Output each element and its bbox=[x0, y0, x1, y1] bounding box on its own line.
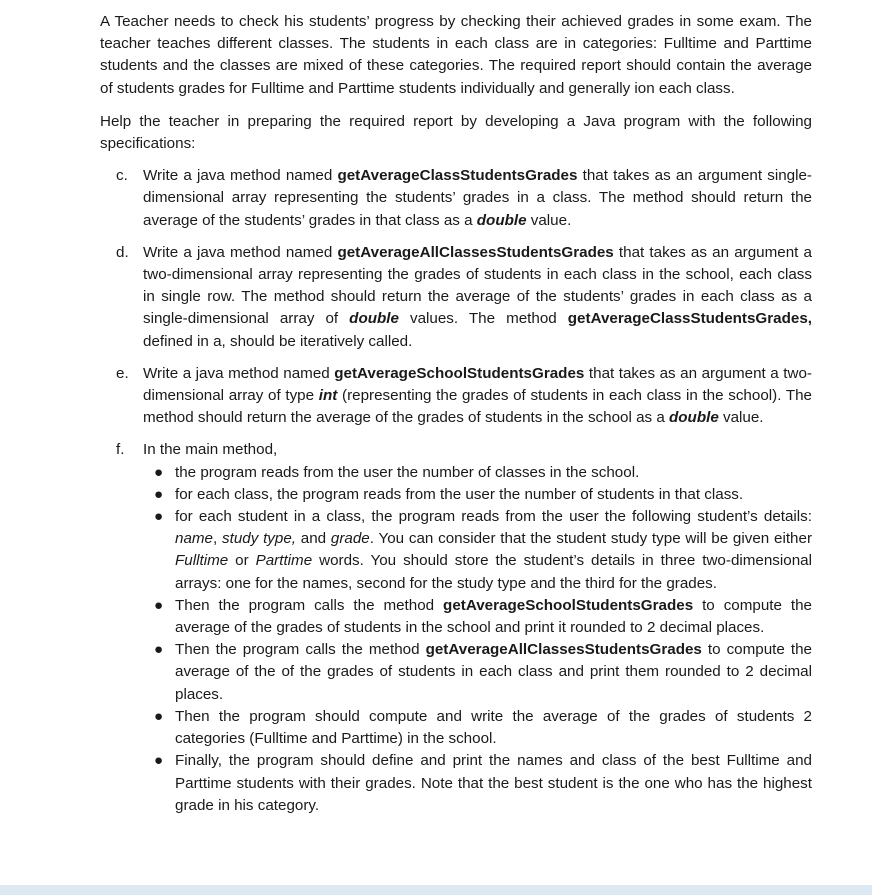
bullet-text: to compute the average of the of the grades of students in each class and print them rounded to 2 decimal places. bbox=[175, 641, 812, 703]
list-item bbox=[143, 506, 812, 595]
task-c-text bbox=[143, 165, 812, 232]
bullet-text: Then the program calls the method bbox=[175, 596, 444, 614]
type-double: double bbox=[669, 409, 719, 427]
bullet-text: . You can consider that the student study type will be given either bbox=[369, 530, 813, 548]
bullet-text: and bbox=[296, 530, 331, 548]
bullet-text: words. You should store the student’s details in three two-dimensional arrays: one for the names, second for the study type and the third for the grades. bbox=[175, 552, 812, 592]
list-item bbox=[143, 639, 812, 706]
bullet-text: or bbox=[228, 552, 256, 570]
type-double: double bbox=[349, 310, 399, 328]
bullet-icon: ● bbox=[154, 463, 164, 481]
field-grade: grade bbox=[330, 530, 370, 548]
bullet-text: Then the program calls the method bbox=[175, 641, 426, 659]
task-e bbox=[100, 363, 812, 430]
method-name-getAverageSchoolStudentsGrades: getAverageSchoolStudentsGrades bbox=[443, 596, 694, 614]
intro-paragraph: A Teacher needs to check his students’ progress by checking their achieved grades in some exam. The teacher teaches different classes. The students in each class are in categories: Fulltime and Parttime students and the classes are mixed of these categories. The required report should contain the average of students grades for Fulltime and Parttime students individually and generally ion each class. bbox=[100, 13, 812, 97]
bullet-text: for each student in a class, the program reads from the user the following student’s details: bbox=[175, 508, 812, 526]
instructions-paragraph: Help the teacher in preparing the required report by developing a Java program with the following specifications: bbox=[100, 112, 812, 153]
task-d bbox=[100, 242, 812, 353]
task-e-marker: e. bbox=[116, 364, 129, 382]
type-double: double bbox=[476, 211, 527, 229]
value-parttime: Parttime bbox=[255, 552, 313, 570]
bullet-icon: ● bbox=[154, 707, 164, 725]
bullet-icon: ● bbox=[154, 641, 164, 659]
list-item bbox=[143, 462, 812, 484]
method-name-getAverageClassStudentsGrades: getAverageClassStudentsGrades, bbox=[567, 310, 812, 328]
task-d-text-4: defined in a, should be iteratively called. bbox=[143, 332, 413, 350]
value-fulltime: Fulltime bbox=[175, 552, 229, 570]
task-e-text bbox=[143, 363, 812, 430]
bullet-text: the program reads from the user the number of classes in the school. bbox=[175, 463, 640, 481]
task-e-text-4: value. bbox=[718, 409, 764, 427]
bullet-text: to compute the average of the grades of students in the school and print it rounded to 2 decimal places. bbox=[175, 596, 812, 637]
field-study-type: study type, bbox=[222, 530, 296, 548]
task-c bbox=[100, 165, 812, 232]
task-f-marker: f. bbox=[116, 441, 125, 459]
task-f bbox=[100, 439, 812, 816]
bullet-text: Finally, the program should define and print the names and class of the best Fulltime and Parttime students with their grades. Note that the best student is the one who has the highest grade in his category. bbox=[175, 752, 812, 814]
bullet-icon: ● bbox=[154, 485, 164, 503]
task-c-marker: c. bbox=[116, 167, 128, 185]
bullet-text: for each class, the program reads from the user the number of students in that class. bbox=[175, 485, 744, 503]
task-e-text-2: that takes as an argument a two-dimensional array of type bbox=[143, 364, 812, 405]
list-item bbox=[143, 706, 812, 750]
task-c-text-3: value. bbox=[526, 211, 572, 229]
list-item bbox=[143, 484, 812, 506]
bullet-icon: ● bbox=[154, 596, 164, 614]
method-name-getAverageClassStudentsGrades: getAverageClassStudentsGrades bbox=[337, 167, 578, 185]
task-d-text-2: that takes as an argument a two-dimensional array representing the grades of students in each class in the school, each class in single row. The method should return the average of the students’ grades in each class as a single-dimensional array of bbox=[143, 243, 812, 328]
task-d-text-1: Write a java method named bbox=[143, 243, 338, 261]
bullet-icon: ● bbox=[154, 508, 164, 526]
type-int: int bbox=[318, 387, 338, 405]
list-item bbox=[143, 750, 812, 817]
task-e-text-1: Write a java method named bbox=[143, 364, 335, 382]
task-d-marker: d. bbox=[116, 243, 129, 261]
bullet-text: Then the program should compute and write the average of the grades of students 2 categories (Fulltime and Parttime) in the school. bbox=[175, 707, 812, 748]
list-item bbox=[143, 595, 812, 639]
task-d-text bbox=[143, 242, 812, 353]
bullet-text-separator: , bbox=[213, 530, 222, 548]
method-name-getAverageAllClassesStudentsGrades: getAverageAllClassesStudentsGrades bbox=[337, 243, 614, 261]
task-c-text-1: Write a java method named bbox=[143, 167, 338, 185]
field-name: name bbox=[175, 530, 213, 548]
method-name-getAverageAllClassesStudentsGrades: getAverageAllClassesStudentsGrades bbox=[425, 641, 702, 659]
document-content bbox=[100, 11, 812, 827]
task-f-bullet-list bbox=[143, 462, 812, 817]
task-e-text-3: (representing the grades of students in each class in the school). The method should return the average of the grades of students in the school as a bbox=[143, 387, 812, 427]
bullet-icon: ● bbox=[154, 752, 164, 770]
method-name-getAverageSchoolStudentsGrades: getAverageSchoolStudentsGrades bbox=[334, 364, 585, 382]
bottom-strip bbox=[0, 885, 872, 895]
task-c-text-2: that takes as an argument single-dimensional array representing the students’ grades in a class. The method should return the average of the students’ grades in that class as a bbox=[143, 167, 812, 229]
task-d-text-3: values. The method bbox=[398, 310, 568, 328]
task-f-heading: In the main method, bbox=[143, 441, 278, 459]
